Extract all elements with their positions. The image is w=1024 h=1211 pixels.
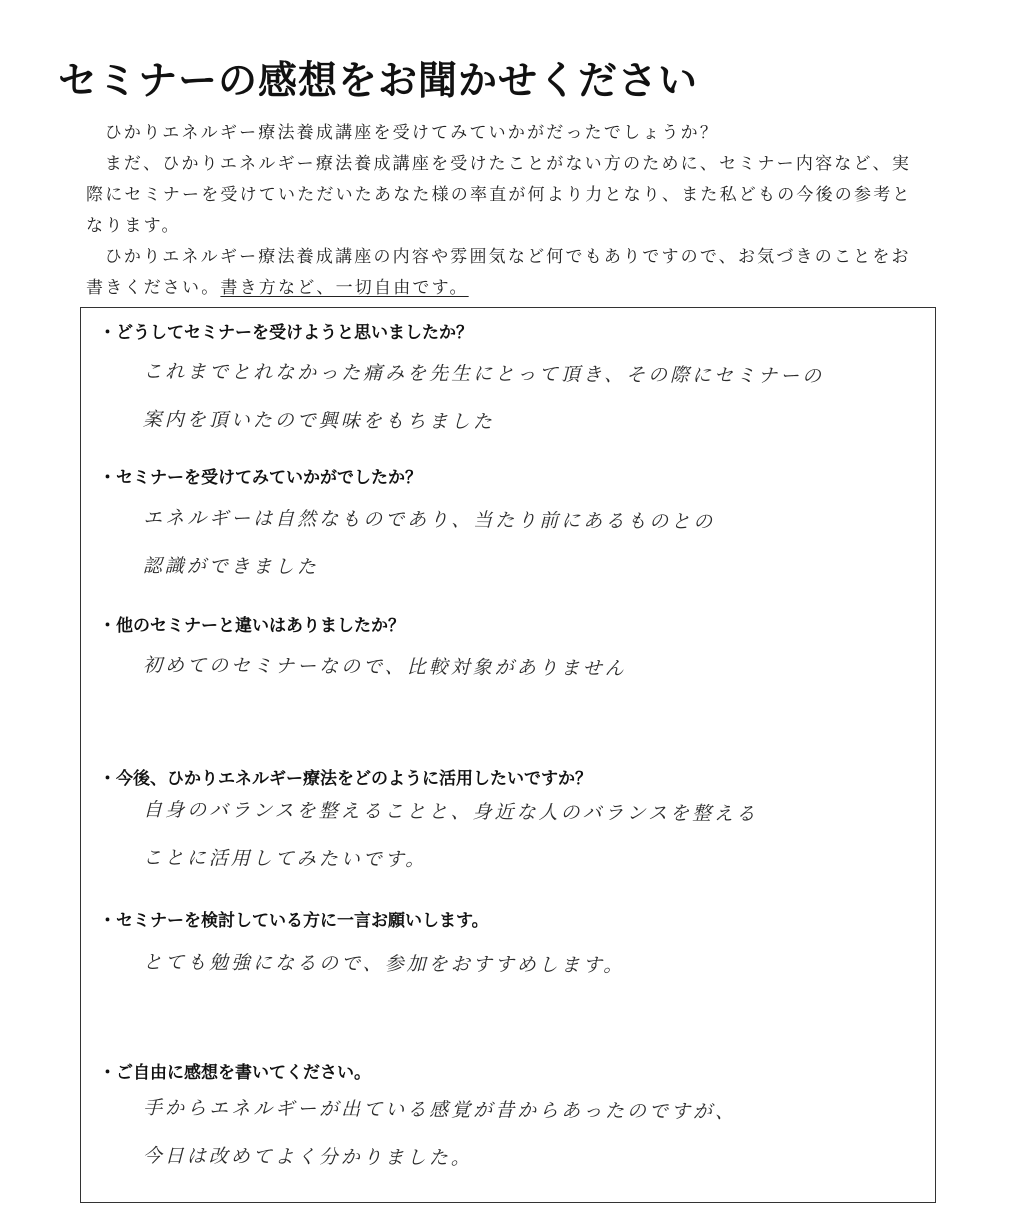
- answer-6-line-1: 手からエネルギーが出ている感覚が昔からあったのですが、: [143, 1096, 738, 1124]
- answer-4: [143, 786, 759, 886]
- answer-5-line-1: とても勉強になるので、参加をおすすめします。: [142, 951, 626, 977]
- survey-answer-sheet: [80, 307, 936, 1203]
- question-3: ・他のセミナーと違いはありましたか？: [99, 616, 405, 636]
- intro-text: [86, 118, 926, 304]
- question-5: ・セミナーを検討している方に一言お願いします。: [99, 911, 489, 931]
- answer-1-line-1: これまでとれなかった痛みを先生にとって頂き、その際にセミナーの: [143, 360, 825, 388]
- answer-6-line-2: 今日は改めてよく分かりました。: [142, 1144, 473, 1170]
- intro-paragraph-3-main: ひかりエネルギー療法養成講座の内容や雰囲気など何でもありですので、お気づきのことをお書きください。: [86, 247, 911, 298]
- answer-3-line-1: 初めてのセミナーなので、比較対象がありません: [142, 654, 627, 680]
- answer-2-line-2: 認識ができました: [142, 555, 319, 579]
- intro-free-format-note: 書き方など、一切自由です。: [220, 278, 469, 298]
- answer-6: [143, 1084, 737, 1184]
- question-2: ・セミナーを受けてみていかがでしたか？: [99, 468, 422, 488]
- question-6: ・ご自由に感想を書いてください。: [99, 1063, 371, 1083]
- intro-paragraph-2: まだ、ひかりエネルギー療法養成講座を受けたことがない方のために、セミナー内容など、実際にセミナーを受けていただいたあなた様の率直が何より力となり、また私どもの今後の参考となります。: [86, 154, 912, 236]
- answer-2: [143, 494, 716, 594]
- intro-paragraph-1: ひかりエネルギー療法養成講座を受けてみていかがだったでしょうか？: [104, 123, 720, 143]
- answer-5: [143, 938, 626, 989]
- answer-1: [143, 348, 825, 449]
- answer-3: [143, 641, 627, 692]
- question-4: ・今後、ひかりエネルギー療法をどのように活用したいですか？: [99, 769, 592, 789]
- question-1: ・どうしてセミナーを受けようと思いましたか？: [99, 323, 473, 343]
- intro-paragraph-3: [86, 242, 926, 304]
- answer-4-line-1: 自身のバランスを整えることと、身近な人のバランスを整える: [143, 798, 759, 826]
- page-title: セミナーの感想をお聞かせください: [58, 59, 699, 104]
- answer-2-line-1: エネルギーは自然なものであり、当たり前にあるものとの: [143, 507, 716, 533]
- answer-1-line-2: 案内を頂いたので興味をもちました: [142, 408, 495, 434]
- answer-4-line-2: ことに活用してみたいです。: [142, 846, 428, 871]
